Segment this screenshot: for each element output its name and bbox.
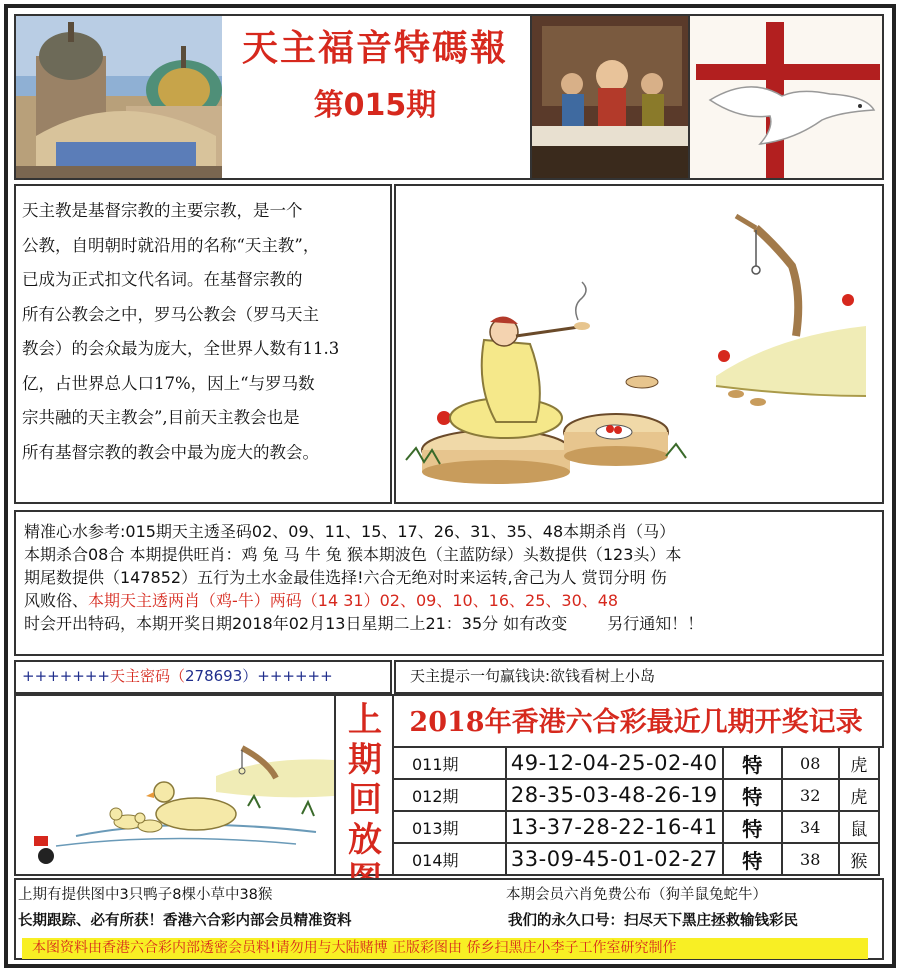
reference-line (24, 589, 872, 612)
reference-line-text: 另行通知！！ (607, 614, 704, 633)
row-numbers: 49-12-04-25-02-40 (506, 747, 723, 779)
row-special: 34 (782, 811, 839, 843)
reference-line-text: 风败俗、 (24, 591, 89, 610)
secret-code-value: 278693 (185, 667, 243, 685)
row-issue: 014期 (393, 843, 506, 875)
intro-line: 教会）的会众最为庞大，全世界人数有11.3 (22, 339, 340, 358)
page-title: 天主福音特碼報 (241, 28, 508, 69)
replay-char: 放 (348, 820, 382, 860)
intro-line: 天主教是基督宗教的主要宗教，是一个 (22, 201, 303, 220)
footer-left-2: 长期跟踪、必有所获！香港六合彩内部会员精准资料 (18, 913, 352, 929)
illustration-ducks (14, 694, 336, 876)
row-special: 32 (782, 779, 839, 811)
replay-label (340, 700, 390, 900)
row-issue: 013期 (393, 811, 506, 843)
row-zodiac: 猴 (839, 843, 879, 875)
intro-line: 公教，自明朝时就沿用的名称“天主教”， (22, 235, 320, 255)
special-label: 特 (723, 779, 782, 811)
intro-line: 宗共融的天主教会”,目前天主教会也是 (22, 408, 300, 427)
header-photo-last-supper (530, 14, 690, 180)
intro-line: 已成为正式扣文代名词。在基督宗教的 (22, 270, 303, 289)
secret-code (22, 664, 382, 688)
intro-line: 所有公教会之中，罗马公教会（罗马天主 (22, 304, 319, 324)
reference-line: 精准心水参考:015期天主透圣码02、09、11、15、17、26、31、35、48本期杀肖（马） (24, 522, 676, 541)
winning-tip: 天主提示一句赢钱诀:欲钱看树上小岛 (410, 667, 656, 685)
replay-char: 上 (348, 700, 382, 740)
header-cross-dove (688, 14, 884, 180)
secret-suffix: ）++++++ (242, 667, 333, 685)
records-title: 2018年香港六合彩最近几期开奖记录 (409, 707, 863, 738)
row-special: 08 (782, 747, 839, 779)
intro-text (22, 194, 384, 470)
special-label: 特 (723, 843, 782, 875)
special-label: 特 (723, 811, 782, 843)
replay-char: 回 (348, 780, 382, 820)
intro-line: 所有基督宗教的教会中最为庞大的教会。 (22, 442, 319, 462)
issue-number: 第015期 (313, 88, 437, 123)
reference-text (24, 520, 872, 635)
header-photo-cathedral (14, 14, 224, 180)
results-table (392, 746, 880, 876)
footer-banner-text: 本图资料由香港六合彩内部透密会员料!请勿用与大陆赌博 正版彩图由 侨乡扫黑庄小李子工作室研究制作 (32, 940, 677, 956)
row-zodiac: 鼠 (839, 811, 879, 843)
reference-line: 期尾数提供（147852）五行为土水金最佳选择!六合无绝对时来运转,舍己为人 赏罚分明 伤 (24, 568, 667, 587)
illustration-smoker (394, 184, 884, 504)
reference-line (24, 612, 872, 635)
row-numbers: 33-09-45-01-02-27 (506, 843, 723, 875)
row-zodiac: 虎 (839, 747, 879, 779)
row-issue: 011期 (393, 747, 506, 779)
reference-line: 本期杀合08合 本期提供旺肖：鸡 兔 马 牛 兔 猴本期波色（主蓝防绿）头数提供（123头）本 (24, 545, 682, 564)
row-numbers: 13-37-28-22-16-41 (506, 811, 723, 843)
special-label: 特 (723, 747, 782, 779)
table-row (393, 843, 879, 875)
intro-line: 亿，占世界总人口17%，因上“与罗马数 (22, 373, 315, 393)
reference-line-text: 时会开出特码，本期开奖日期2018年02月13日星期二上21：35分 如有改变 (24, 614, 568, 633)
footer-banner (22, 938, 868, 959)
footer-right-2: 我们的永久口号：扫尽天下黑庄拯救输钱彩民 (508, 913, 798, 929)
row-special: 38 (782, 843, 839, 875)
secret-label: 天主密码（ (109, 667, 185, 685)
table-row (393, 811, 879, 843)
highlight-prediction: 本期天主透两肖（鸡-牛）两码（14 31）02、09、10、16、25、30、48 (88, 591, 619, 610)
replay-char: 期 (348, 740, 382, 780)
row-zodiac: 虎 (839, 779, 879, 811)
table-row (393, 747, 879, 779)
footer-left-1: 上期有提供图中3只鸭子8棵小草中38猴 (18, 887, 273, 903)
secret-prefix: +++++++ (22, 667, 110, 685)
row-numbers: 28-35-03-48-26-19 (506, 779, 723, 811)
footer-right-1: 本期会员六肖免费公布（狗羊鼠兔蛇牛） (506, 887, 767, 903)
row-issue: 012期 (393, 779, 506, 811)
table-row (393, 779, 879, 811)
